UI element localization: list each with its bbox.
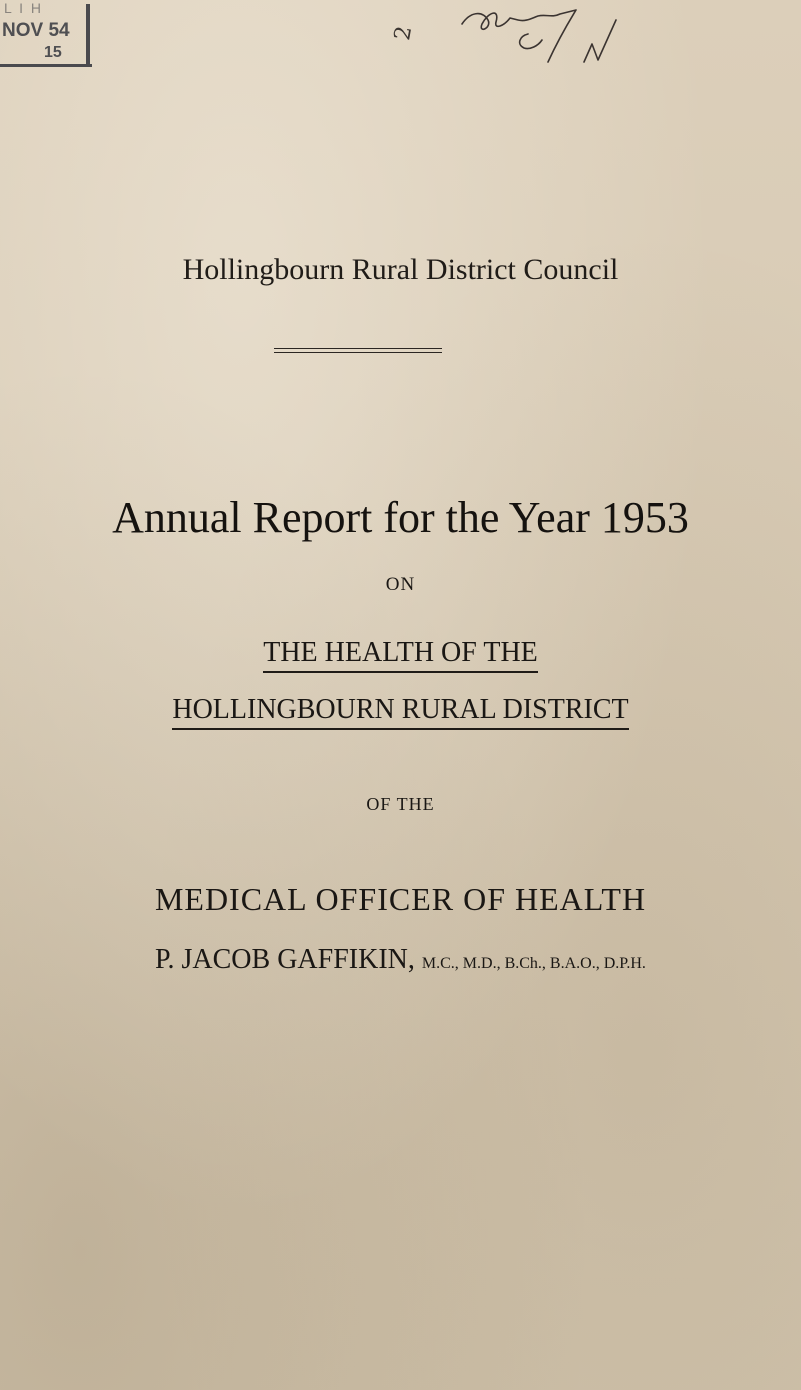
handwritten-annotation bbox=[370, 0, 660, 80]
subject-line-2 bbox=[0, 694, 801, 730]
handwritten-number: 2 bbox=[390, 24, 418, 43]
subject-line-1 bbox=[0, 637, 801, 673]
author-qualifications: M.C., M.D., B.Ch., B.A.O., D.P.H. bbox=[421, 955, 646, 972]
on-label: ON bbox=[385, 574, 416, 595]
library-date-stamp bbox=[0, 0, 92, 66]
officer-title: MEDICAL OFFICER OF HEALTH bbox=[154, 881, 647, 917]
handwritten-signature-icon bbox=[462, 10, 616, 62]
stamp-day: 15 bbox=[44, 44, 62, 61]
author-line bbox=[0, 944, 801, 976]
double-rule-divider bbox=[274, 348, 442, 353]
subject-line-1-text: THE HEALTH OF THE bbox=[263, 637, 538, 673]
stamp-border bbox=[86, 4, 90, 66]
author-name: P. JACOB GAFFIKIN, bbox=[155, 944, 415, 975]
stamp-top-text: L I H bbox=[4, 0, 44, 16]
stamp-underline bbox=[0, 64, 92, 67]
subject-line-2-text: HOLLINGBOURN RURAL DISTRICT bbox=[172, 694, 628, 730]
of-the-label: OF THE bbox=[366, 794, 435, 814]
council-name: Hollingbourn Rural District Council bbox=[182, 253, 619, 286]
stamp-month-year: NOV 54 bbox=[2, 20, 70, 41]
report-title: Annual Report for the Year 1953 bbox=[112, 493, 689, 542]
